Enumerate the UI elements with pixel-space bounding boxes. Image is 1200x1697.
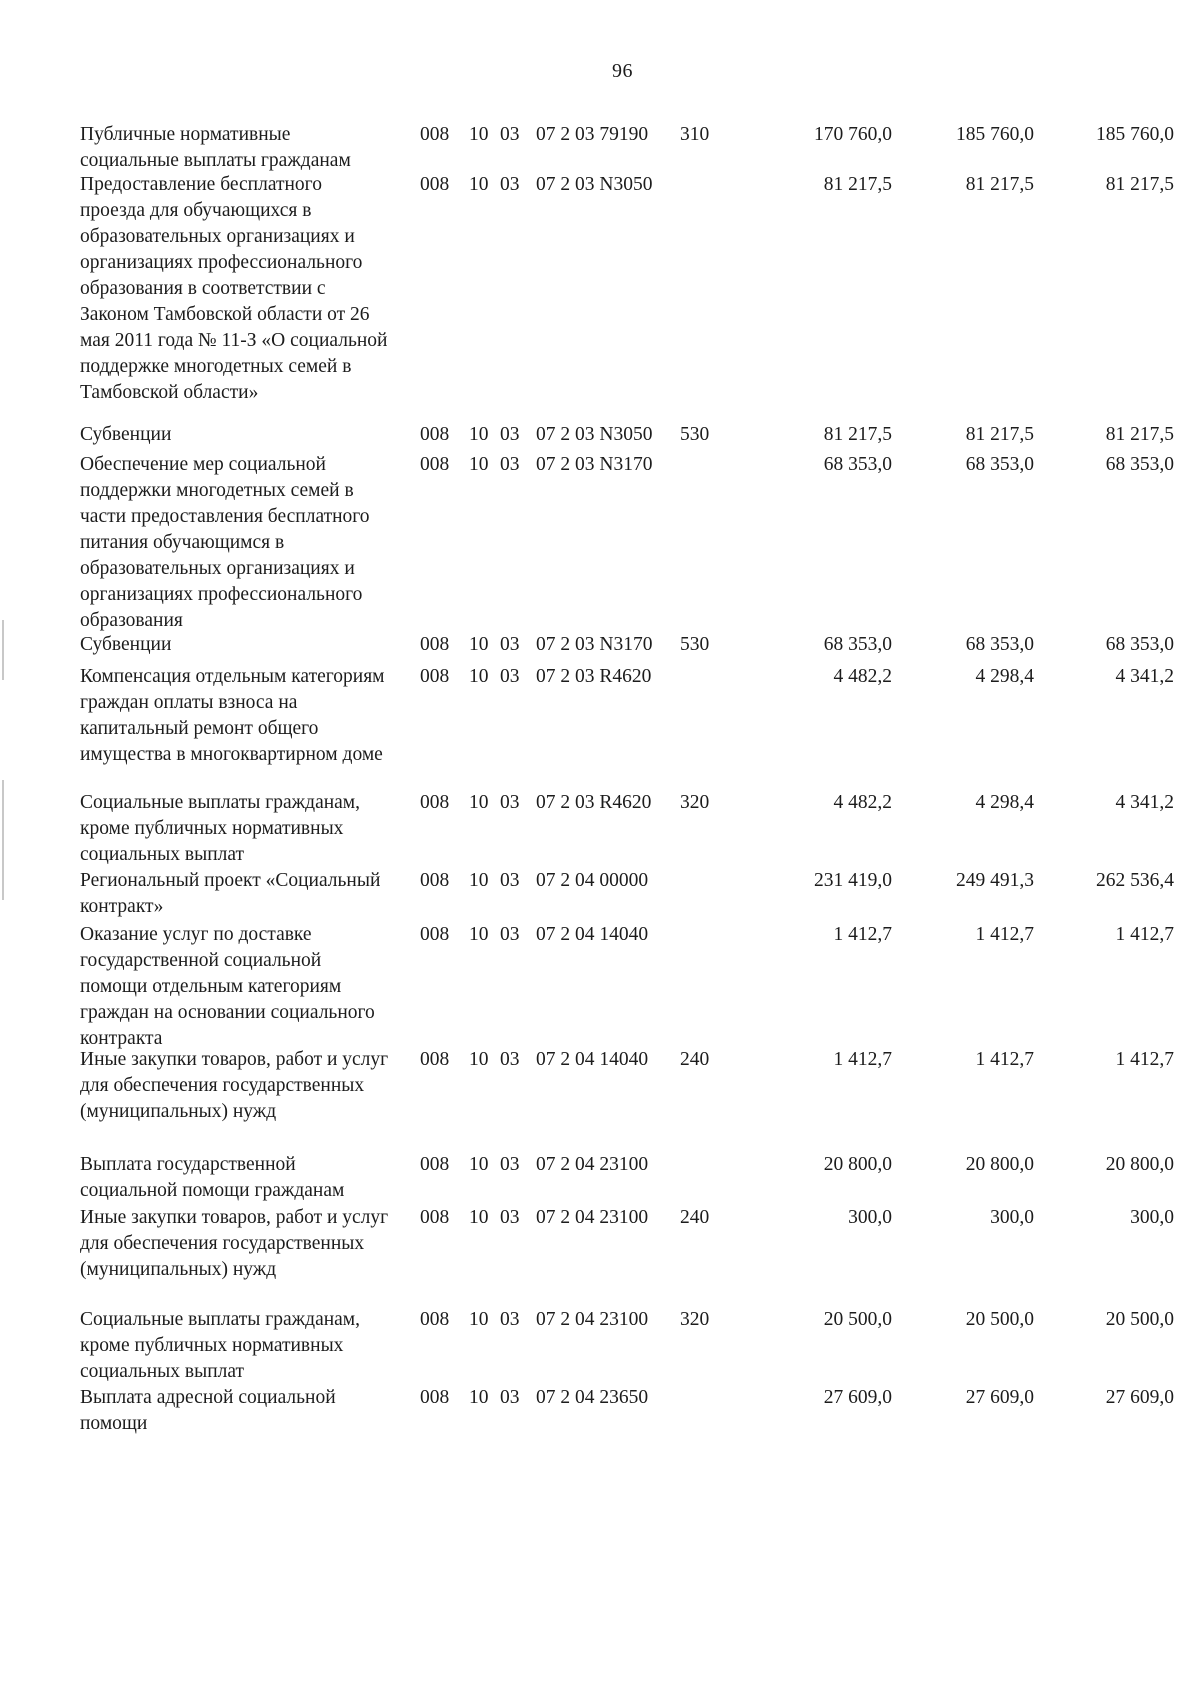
amount-year1-cell: 20 500,0 — [823, 1309, 892, 1330]
table-row — [80, 786, 1174, 868]
subsection-code-cell: 03 — [500, 1309, 520, 1330]
amount-year1-cell: 4 482,2 — [833, 666, 892, 687]
subsection-code-cell: 03 — [500, 924, 520, 945]
subsection-code-cell: 03 — [500, 870, 520, 891]
admin-code-cell: 008 — [420, 1309, 450, 1330]
amount-year1-cell: 27 609,0 — [823, 1387, 892, 1408]
amount-year2-cell: 185 760,0 — [956, 124, 1034, 145]
target-article-cell: 07 2 03 N3050 — [536, 174, 653, 195]
subsection-code-cell: 03 — [500, 1049, 520, 1070]
admin-code-cell: 008 — [420, 454, 450, 475]
admin-code-cell: 008 — [420, 424, 450, 445]
amount-year2-cell: 249 491,3 — [956, 870, 1034, 891]
amount-year3-cell: 27 609,0 — [1105, 1387, 1174, 1408]
table-row — [80, 168, 1174, 406]
table-row — [80, 1303, 1174, 1385]
amount-year2-cell: 81 217,5 — [965, 424, 1034, 445]
expense-name-cell: Иные закупки товаров, работ и услуг для обеспечения государственных (муниципальных) нужд — [80, 1049, 389, 1122]
table-row — [80, 1381, 1174, 1437]
section-code-cell: 10 — [469, 174, 489, 195]
admin-code-cell: 008 — [420, 174, 450, 195]
admin-code-cell: 008 — [420, 666, 450, 687]
target-article-cell: 07 2 04 14040 — [536, 924, 649, 945]
expense-name-cell: Предоставление бесплатного проезда для обучающихся в образовательных организациях и организациях профессионального образования в соответствии с Законом Тамбовской области от 26 мая 2011 года № 11-З «О социальной поддержке многодетных семей в Тамбовской области» — [80, 174, 388, 403]
admin-code-cell: 008 — [420, 924, 450, 945]
amount-year3-cell: 1 412,7 — [1115, 1049, 1174, 1070]
expense-type-cell: 320 — [680, 1309, 710, 1330]
amount-year3-cell: 81 217,5 — [1105, 174, 1174, 195]
amount-year1-cell: 300,0 — [848, 1207, 892, 1228]
amount-year2-cell: 20 800,0 — [965, 1154, 1034, 1175]
section-code-cell: 10 — [469, 870, 489, 891]
section-code-cell: 10 — [469, 666, 489, 687]
amount-year3-cell: 262 536,4 — [1096, 870, 1174, 891]
amount-year2-cell: 300,0 — [990, 1207, 1034, 1228]
expense-type-cell: 240 — [680, 1207, 710, 1228]
section-code-cell: 10 — [469, 1309, 489, 1330]
scan-edge-mark — [2, 780, 4, 900]
page-number: 96 — [612, 60, 633, 82]
section-code-cell: 10 — [469, 792, 489, 813]
target-article-cell: 07 2 04 23100 — [536, 1309, 649, 1330]
expense-type-cell: 530 — [680, 634, 710, 655]
amount-year1-cell: 1 412,7 — [833, 924, 892, 945]
table-row — [80, 918, 1174, 1052]
amount-year1-cell: 20 800,0 — [823, 1154, 892, 1175]
expense-name-cell: Выплата государственной социальной помощи гражданам — [80, 1154, 345, 1201]
expense-name-cell: Публичные нормативные социальные выплаты гражданам — [80, 124, 351, 171]
amount-year3-cell: 20 800,0 — [1105, 1154, 1174, 1175]
amount-year2-cell: 68 353,0 — [965, 454, 1034, 475]
subsection-code-cell: 03 — [500, 454, 520, 475]
amount-year3-cell: 20 500,0 — [1105, 1309, 1174, 1330]
target-article-cell: 07 2 04 00000 — [536, 870, 649, 891]
table-row — [80, 418, 1174, 448]
subsection-code-cell: 03 — [500, 666, 520, 687]
expense-name-cell: Социальные выплаты гражданам, кроме публичных нормативных социальных выплат — [80, 792, 361, 865]
subsection-code-cell: 03 — [500, 424, 520, 445]
section-code-cell: 10 — [469, 924, 489, 945]
target-article-cell: 07 2 03 R4620 — [536, 792, 652, 813]
amount-year3-cell: 4 341,2 — [1115, 666, 1174, 687]
expense-name-cell: Региональный проект «Социальный контракт» — [80, 870, 381, 917]
expense-type-cell: 310 — [680, 124, 710, 145]
amount-year1-cell: 81 217,5 — [823, 174, 892, 195]
subsection-code-cell: 03 — [500, 634, 520, 655]
admin-code-cell: 008 — [420, 870, 450, 891]
target-article-cell: 07 2 03 N3170 — [536, 454, 653, 475]
expense-name-cell: Обеспечение мер социальной поддержки многодетных семей в части предоставления бесплатного питания обучающимся в образовательных организациях и организациях профессионального образования — [80, 454, 370, 631]
amount-year2-cell: 20 500,0 — [965, 1309, 1034, 1330]
table-row — [80, 1148, 1174, 1204]
target-article-cell: 07 2 04 14040 — [536, 1049, 649, 1070]
amount-year1-cell: 81 217,5 — [823, 424, 892, 445]
subsection-code-cell: 03 — [500, 1207, 520, 1228]
admin-code-cell: 008 — [420, 634, 450, 655]
amount-year2-cell: 1 412,7 — [975, 1049, 1034, 1070]
amount-year1-cell: 68 353,0 — [823, 454, 892, 475]
section-code-cell: 10 — [469, 634, 489, 655]
table-row — [80, 864, 1174, 920]
amount-year3-cell: 300,0 — [1130, 1207, 1174, 1228]
amount-year2-cell: 4 298,4 — [975, 666, 1034, 687]
expense-name-cell: Социальные выплаты гражданам, кроме публичных нормативных социальных выплат — [80, 1309, 361, 1382]
amount-year1-cell: 68 353,0 — [823, 634, 892, 655]
target-article-cell: 07 2 03 N3050 — [536, 424, 653, 445]
amount-year2-cell: 1 412,7 — [975, 924, 1034, 945]
amount-year3-cell: 68 353,0 — [1105, 634, 1174, 655]
expense-name-cell: Выплата адресной социальной помощи — [80, 1387, 336, 1434]
section-code-cell: 10 — [469, 1049, 489, 1070]
subsection-code-cell: 03 — [500, 792, 520, 813]
expense-name-cell: Оказание услуг по доставке государственной социальной помощи отдельным категориям граждан на основании социального контракта — [80, 924, 375, 1049]
admin-code-cell: 008 — [420, 1049, 450, 1070]
expense-name-cell: Иные закупки товаров, работ и услуг для обеспечения государственных (муниципальных) нужд — [80, 1207, 389, 1280]
table-row — [80, 628, 1174, 658]
section-code-cell: 10 — [469, 1387, 489, 1408]
admin-code-cell: 008 — [420, 1207, 450, 1228]
expense-type-cell: 240 — [680, 1049, 710, 1070]
target-article-cell: 07 2 04 23100 — [536, 1207, 649, 1228]
subsection-code-cell: 03 — [500, 1387, 520, 1408]
section-code-cell: 10 — [469, 454, 489, 475]
admin-code-cell: 008 — [420, 792, 450, 813]
target-article-cell: 07 2 03 N3170 — [536, 634, 653, 655]
target-article-cell: 07 2 04 23100 — [536, 1154, 649, 1175]
amount-year2-cell: 4 298,4 — [975, 792, 1034, 813]
amount-year1-cell: 4 482,2 — [833, 792, 892, 813]
amount-year3-cell: 1 412,7 — [1115, 924, 1174, 945]
table-row — [80, 660, 1174, 768]
expense-name-cell: Субвенции — [80, 424, 172, 445]
amount-year3-cell: 81 217,5 — [1105, 424, 1174, 445]
table-row — [80, 118, 1174, 174]
table-row — [80, 448, 1174, 634]
table-row — [80, 1043, 1174, 1125]
target-article-cell: 07 2 03 79190 — [536, 124, 649, 145]
amount-year2-cell: 81 217,5 — [965, 174, 1034, 195]
expense-name-cell: Компенсация отдельным категориям граждан оплаты взноса на капитальный ремонт общего имущества в многоквартирном доме — [80, 666, 385, 765]
section-code-cell: 10 — [469, 424, 489, 445]
expense-type-cell: 320 — [680, 792, 710, 813]
amount-year1-cell: 231 419,0 — [814, 870, 892, 891]
table-row — [80, 1201, 1174, 1283]
subsection-code-cell: 03 — [500, 124, 520, 145]
target-article-cell: 07 2 04 23650 — [536, 1387, 649, 1408]
amount-year2-cell: 68 353,0 — [965, 634, 1034, 655]
admin-code-cell: 008 — [420, 124, 450, 145]
amount-year3-cell: 4 341,2 — [1115, 792, 1174, 813]
section-code-cell: 10 — [469, 1154, 489, 1175]
amount-year1-cell: 170 760,0 — [814, 124, 892, 145]
target-article-cell: 07 2 03 R4620 — [536, 666, 652, 687]
section-code-cell: 10 — [469, 124, 489, 145]
amount-year3-cell: 185 760,0 — [1096, 124, 1174, 145]
amount-year2-cell: 27 609,0 — [965, 1387, 1034, 1408]
subsection-code-cell: 03 — [500, 1154, 520, 1175]
amount-year3-cell: 68 353,0 — [1105, 454, 1174, 475]
expense-name-cell: Субвенции — [80, 634, 172, 655]
subsection-code-cell: 03 — [500, 174, 520, 195]
admin-code-cell: 008 — [420, 1387, 450, 1408]
admin-code-cell: 008 — [420, 1154, 450, 1175]
section-code-cell: 10 — [469, 1207, 489, 1228]
amount-year1-cell: 1 412,7 — [833, 1049, 892, 1070]
scan-edge-mark — [2, 620, 4, 680]
expense-type-cell: 530 — [680, 424, 710, 445]
